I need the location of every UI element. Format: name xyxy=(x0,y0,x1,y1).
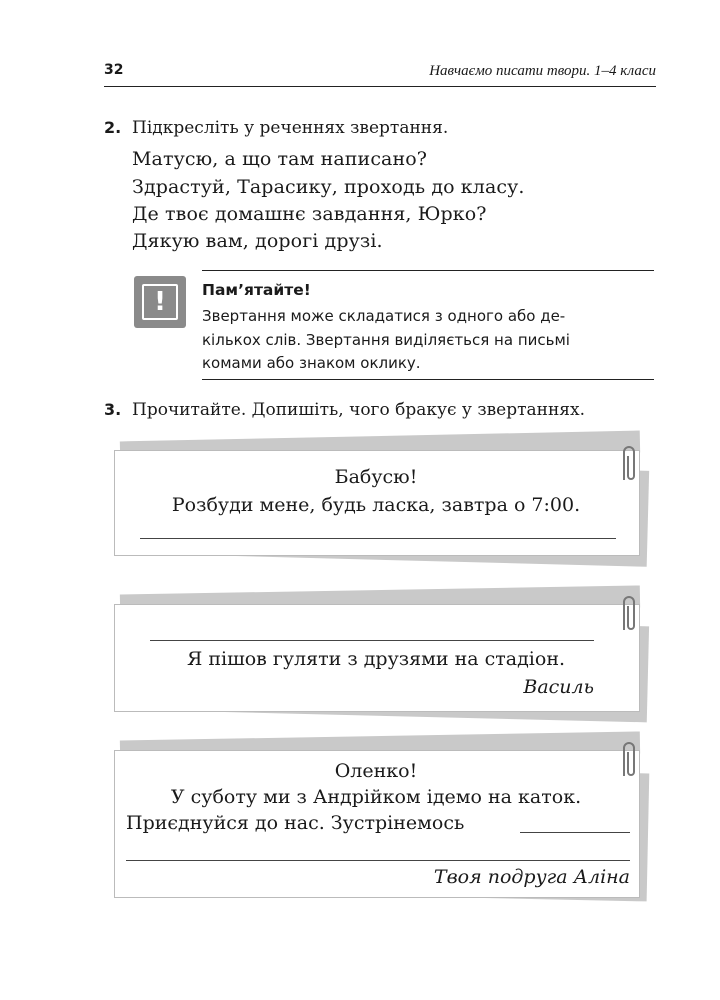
note-3-body-1: У суботу ми з Андрійком ідемо на каток. xyxy=(170,786,582,808)
paperclip-icon xyxy=(618,738,640,782)
task-2-heading xyxy=(104,118,448,138)
note-card-2 xyxy=(110,590,656,720)
remember-line-2: кількох слів. Звертання виділяється на письмі xyxy=(202,330,570,349)
remember-box xyxy=(134,270,654,380)
task-number: 3. xyxy=(104,400,122,419)
note-1-greeting: Бабусю! xyxy=(334,466,418,488)
task-instruction: Підкресліть у реченнях звертання. xyxy=(132,118,449,138)
note-card-3 xyxy=(110,736,656,906)
exclamation-icon: ! xyxy=(134,276,186,328)
sentence-3: Де твоє домашнє завдання, Юрко? xyxy=(132,203,487,225)
remember-body xyxy=(202,270,654,380)
note-2-signature: Василь xyxy=(523,676,594,698)
book-title: Навчаємо писати твори. 1–4 класи xyxy=(429,63,656,79)
note-2-body: Я пішов гуляти з друзями на стадіон. xyxy=(186,648,566,670)
sentence-1: Матусю, а що там написано? xyxy=(132,148,428,170)
fill-in-line[interactable] xyxy=(520,832,630,833)
sentence-2: Здрастуй, Тарасику, проходь до класу. xyxy=(132,176,525,198)
sentence-4: Дякую вам, дорогі друзі. xyxy=(132,230,383,252)
page-header xyxy=(104,60,656,87)
note-card-1 xyxy=(110,436,656,562)
paperclip-icon xyxy=(618,592,640,636)
fill-in-line[interactable] xyxy=(150,640,594,641)
remember-text xyxy=(202,305,654,376)
task-number: 2. xyxy=(104,118,122,137)
remember-title: Пам’ятайте! xyxy=(202,281,311,299)
fill-in-line[interactable] xyxy=(126,860,630,861)
fill-in-line[interactable] xyxy=(140,538,616,539)
remember-line-3: комами або знаком оклику. xyxy=(202,354,421,372)
note-3-greeting: Оленко! xyxy=(334,760,418,782)
page-number: 32 xyxy=(104,62,124,78)
remember-line-1: Звертання може складатися з одного або де- xyxy=(202,307,566,325)
note-3-signature: Твоя подруга Аліна xyxy=(433,866,630,888)
note-3-body-2: Приєднуйся до нас. Зустрінемось xyxy=(126,812,465,834)
task-3-heading xyxy=(104,400,585,420)
note-1-body: Розбуди мене, будь ласка, завтра о 7:00. xyxy=(171,494,581,516)
task-instruction: Прочитайте. Допишіть, чого бракує у звертаннях. xyxy=(132,400,586,420)
paperclip-icon xyxy=(618,442,640,486)
